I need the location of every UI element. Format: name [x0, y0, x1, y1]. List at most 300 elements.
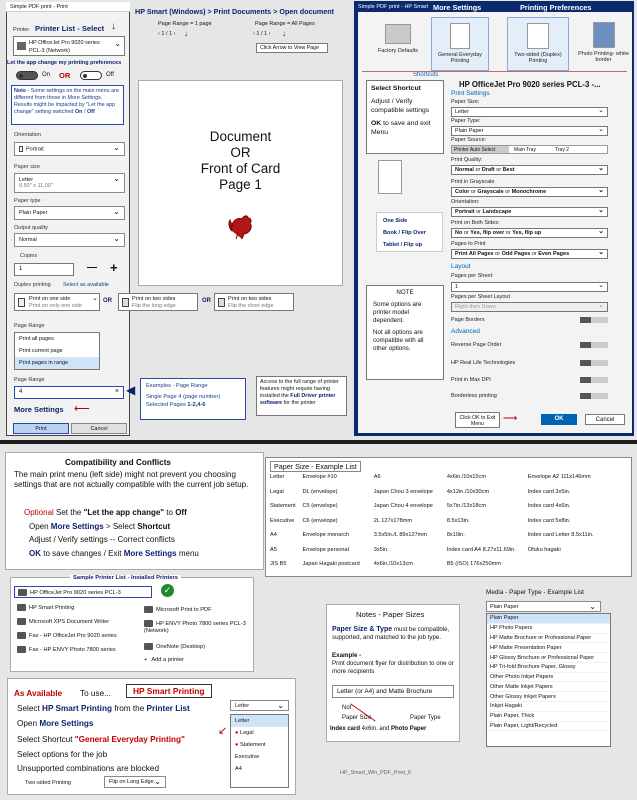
- borderless-toggle[interactable]: [580, 393, 608, 399]
- cancel-button[interactable]: [71, 423, 127, 434]
- grayscale-dropdown[interactable]: [451, 187, 608, 197]
- aa-l1-a: Select: [17, 704, 43, 713]
- rooster-icon: [226, 211, 256, 241]
- click-ok-text: Click OK to Exit Menu: [459, 415, 496, 427]
- app-change-note: Let the app change my printing preferences: [7, 60, 122, 66]
- paper-type-value: Plain Paper: [455, 128, 484, 134]
- orientation-select[interactable]: [14, 142, 125, 156]
- paper-size-table-title: Paper Size - Example List: [270, 461, 361, 472]
- notes-example: [332, 652, 456, 676]
- page-range-label: Page Range: [14, 323, 45, 329]
- dd-option-label: Legal: [239, 730, 254, 736]
- duplex-or-2: OR: [202, 298, 211, 304]
- gs-or: or: [469, 189, 478, 195]
- paper-size-value: Letter: [455, 109, 470, 115]
- copies-plus-button[interactable]: +: [110, 260, 118, 275]
- down-arrow-icon: ↓: [282, 29, 286, 38]
- paper-size-cell: Statement: [270, 503, 296, 509]
- pp-odd: Odd Pages: [501, 251, 531, 257]
- hp-smart-badge: HP Smart Printing: [126, 684, 212, 698]
- gs-monochrome: Monochrome: [511, 189, 547, 195]
- media-title: Media - Paper Type - Example List: [486, 589, 584, 596]
- paper-size-cell: 3x5in.: [373, 546, 389, 553]
- printer-item-label: HP ENVY Photo 7800 series PCL-3 (Network): [144, 621, 246, 634]
- grayscale-label: Print in Grayscale: [451, 179, 495, 185]
- duplex-opt3-a: Print on two sides: [228, 296, 272, 302]
- pq-best: Best: [502, 167, 515, 173]
- note-title: Note: [14, 88, 26, 94]
- media-item[interactable]: Inkjet Hagaki: [487, 702, 610, 712]
- printer-icon: [144, 620, 153, 627]
- real-life-toggle[interactable]: [580, 360, 608, 366]
- click-arrow-box: [256, 43, 328, 53]
- ok-save-text: [371, 119, 439, 137]
- shortcut-two-sided[interactable]: [507, 17, 569, 71]
- note-2: Not all options are compatible with all other options.: [373, 329, 424, 352]
- printer-list-callout: Printer List - Select: [35, 24, 105, 33]
- media-item[interactable]: Other Glossy Inkjet Papers: [487, 692, 610, 702]
- down-arrow-icon: ↓: [184, 29, 188, 38]
- paper-size-cell: [526, 560, 598, 575]
- paper-size-cell: 8.5x13in.: [446, 517, 470, 524]
- page-borders-label: Page Borders: [451, 317, 485, 323]
- paper-size-cell: 4x6in./10x15cm: [446, 474, 486, 480]
- paper-type-select[interactable]: [14, 206, 125, 220]
- aa-line-1: [17, 704, 190, 713]
- orientation-label: Orientation:: [451, 199, 480, 205]
- print-button-label: Print: [35, 426, 47, 432]
- paper-size-value: Letter: [19, 177, 34, 183]
- pp-or: or: [530, 251, 539, 257]
- range-1-page: Page Range = 1 page: [158, 21, 212, 27]
- paper-size-cell: Japan Hagaki postcard: [302, 561, 360, 567]
- paper-type-label: Paper Type:: [451, 118, 481, 124]
- paper-size-label: Paper size: [14, 164, 40, 170]
- left-dialog-title: Simple PDF print - Print: [10, 4, 68, 10]
- printer-select-value-1: HP OfficeJet Pro 9020 series: [29, 40, 100, 46]
- paper-size-cell: A6: [373, 474, 381, 480]
- paper-size-cell: Envelope A2 111x146mm: [527, 474, 591, 480]
- two-sided-select[interactable]: [104, 776, 166, 788]
- preview-line: Document: [209, 129, 272, 144]
- pages-to-print-label: Pages to Print: [451, 241, 486, 247]
- adv-item: Borderless printing: [451, 393, 497, 399]
- examples-title: Examples - Page Range: [146, 383, 208, 389]
- copies-value: 1: [19, 266, 23, 272]
- copies-minus-button[interactable]: —: [87, 262, 97, 273]
- pq-draft: Draft: [481, 167, 495, 173]
- preview-line: Page 1: [219, 177, 262, 192]
- duplex-icon: [527, 23, 549, 49]
- output-quality-select[interactable]: [14, 233, 125, 247]
- blocked-icon: ●: [235, 742, 239, 748]
- printer-item[interactable]: [17, 604, 74, 611]
- advanced-heading: Advanced: [451, 328, 480, 335]
- duplex-diagram-box: [376, 212, 443, 252]
- notes-p1-bold: Paper Size & Type: [332, 626, 393, 633]
- shortcut-photo[interactable]: [576, 17, 631, 71]
- print-settings-heading: Print Settings: [451, 90, 490, 97]
- ok-button[interactable]: [541, 414, 577, 425]
- notes-paper-type: Paper Type: [410, 715, 441, 721]
- clear-icon[interactable]: ×: [114, 388, 119, 395]
- duplex-opt3-b: Flip the short edge: [228, 303, 274, 309]
- paper-size-row: [268, 546, 598, 561]
- notes-p1-text: must be compatible, supported, and matched to the job type.: [332, 626, 450, 641]
- printer-icon: [17, 618, 26, 625]
- shortcuts-tab[interactable]: Shortcuts: [413, 72, 439, 78]
- page-nav-1-value: 1 / 1: [161, 31, 173, 37]
- printer-item-label: Fax - HP ENVY Photo 7800 series: [29, 647, 116, 653]
- duplex-opt1-b: Print on only one side: [29, 303, 82, 309]
- toggle-or: OR: [59, 71, 71, 80]
- page-range-value: 4: [19, 389, 23, 395]
- paper-size-cell: Executive: [270, 517, 295, 524]
- compat-optional: Optional: [24, 508, 54, 517]
- media-item[interactable]: HP Glossy Brochure or Professional Paper: [487, 653, 610, 663]
- pq-normal: Normal: [455, 167, 474, 173]
- bs-flip-over: Yes, flip over: [470, 230, 505, 236]
- adjust-text: Adjust / Verify compatible settings: [371, 98, 430, 114]
- range-all-pages: Page Range = All Pages: [255, 21, 315, 27]
- pages-to-print-dropdown[interactable]: [451, 249, 608, 259]
- media-item[interactable]: Plain Paper: [487, 614, 610, 624]
- full-driver-tail: for the printer: [282, 400, 316, 406]
- pps-layout-dropdown[interactable]: [451, 302, 608, 312]
- header-breadcrumb: HP Smart (Windows) > Print Documents > Open document: [135, 7, 335, 16]
- gs-grayscale: Grayscale: [477, 189, 504, 195]
- page-range-option-selected[interactable]: Print pages in range: [15, 357, 99, 369]
- notes-example-text: Print document flyer for distribution to one or more recipients: [332, 660, 454, 675]
- or-landscape: Landscape: [482, 209, 512, 215]
- printer-select[interactable]: [13, 36, 125, 56]
- one-side-icon: [18, 298, 25, 307]
- aa-l1-b: HP Smart Printing: [42, 704, 112, 713]
- orientation-dropdown[interactable]: [451, 207, 608, 217]
- printer-icon: [18, 589, 27, 596]
- compat-ok-c: More Settings: [123, 549, 177, 558]
- notes-paper-size: Paper Size: [342, 715, 372, 721]
- left-arrow-icon: ↙: [218, 725, 228, 737]
- page-nav-1[interactable]: ‹ 1 / 1 ›: [158, 31, 176, 37]
- duplex-opt2-a: Print on two sides: [132, 296, 176, 302]
- aa-l3-a: Select Shortcut: [17, 735, 75, 744]
- click-ok-box: [455, 412, 500, 428]
- compat-open-line: [29, 522, 170, 531]
- check-icon: ✓: [161, 584, 174, 597]
- compat-adjust-line: Adjust / Verify settings -- Correct conflicts: [29, 535, 175, 544]
- printer-icon: [17, 42, 26, 50]
- notes-p1: [332, 626, 456, 642]
- document-icon: [450, 23, 470, 49]
- paper-size-row: [268, 473, 598, 488]
- paper-size-cell: 8x10in.: [446, 532, 465, 538]
- note-off: Off: [86, 109, 95, 115]
- both-sides-dropdown[interactable]: [451, 228, 608, 238]
- paper-size-cell: Envelope personal: [302, 546, 349, 553]
- paper-size-row: [268, 488, 598, 503]
- page-borders-toggle[interactable]: [580, 317, 608, 323]
- compat-open-c: > Select: [103, 522, 138, 531]
- more-settings-title: More Settings: [433, 3, 482, 12]
- paper-size-cell: Japan Chou 4 envelope: [373, 503, 433, 509]
- copies-input[interactable]: [14, 263, 74, 276]
- cancel-button-label: Cancel: [595, 417, 615, 423]
- bs-flip-up: Yes, flip up: [512, 230, 542, 236]
- paper-size-row: [268, 517, 598, 532]
- media-item[interactable]: Other Matte Inkjet Papers: [487, 682, 610, 692]
- page-range-option[interactable]: Print all pages: [19, 336, 54, 342]
- add-printer-label: Add a printer: [151, 657, 184, 663]
- page-range-list: [14, 332, 100, 370]
- dd-option[interactable]: A4: [235, 766, 242, 772]
- photo-icon: [593, 22, 615, 48]
- pp-even: Even Pages: [538, 251, 570, 257]
- examples-line-1: Single Page 4 (page number): [146, 394, 221, 400]
- paper-size-cell: Letter: [270, 474, 285, 480]
- note-title-right: NOTE: [396, 289, 414, 296]
- page-range-option[interactable]: Print current page: [19, 348, 63, 354]
- paper-size-cell: Index card Letter 8.5x11in.: [527, 532, 594, 538]
- paper-type-label: Paper type: [14, 198, 41, 204]
- paper-size-cell: DL (envelope): [302, 488, 338, 495]
- shortcut-label: Two-sided (Duplex) Printing: [514, 52, 562, 64]
- footer-tag: HP_Smart_Win_PDF_Print_6: [340, 770, 412, 776]
- left-arrow-icon: ⟵: [74, 403, 90, 415]
- printer-item-label: OneNote (Desktop): [156, 644, 205, 650]
- paper-size-cell: Legal: [270, 488, 284, 495]
- printer-select-value-2: PCL-3 (Network): [29, 48, 70, 54]
- examples-line-2: [146, 401, 240, 409]
- preview-line: Front of Card: [200, 161, 281, 176]
- full-driver-note: [256, 376, 347, 416]
- aa-l1-c: from the: [111, 704, 147, 713]
- printer-list-selected-label: HP OfficeJet Pro 9020 series PCL-3: [30, 590, 121, 596]
- pp-or: or: [493, 251, 502, 257]
- duplex-opt1-a: Print on one side: [29, 296, 71, 302]
- print-quality-label: Print Quality:: [451, 157, 483, 163]
- both-sides-label: Print on Both Sides:: [451, 220, 500, 226]
- paper-size-cell: Envelope monarch: [302, 532, 350, 538]
- page-nav-2[interactable]: ‹ 1 / 1 ›: [253, 31, 271, 37]
- printer-item[interactable]: [17, 646, 116, 653]
- dd-option-blocked[interactable]: [231, 727, 288, 739]
- left-arrow-icon: ◀: [126, 383, 136, 397]
- page-range-input[interactable]: [14, 386, 124, 399]
- printer-list-title: Sample Printer List - Installed Printers: [70, 575, 181, 581]
- chevron-down-icon: ⌄: [114, 39, 121, 48]
- compat-optional-line: [24, 508, 187, 517]
- media-item[interactable]: Plain Paper, Light/Recycled: [487, 722, 610, 732]
- aa-l2-b: More Settings: [39, 719, 94, 728]
- pq-or: or: [473, 167, 482, 173]
- two-sided-value: Flip on Long Edge: [109, 779, 154, 785]
- max-dpi-toggle[interactable]: [580, 377, 608, 383]
- notes-last: [330, 726, 426, 732]
- printer-label: Printer: [13, 27, 30, 33]
- compat-set-b: "Let the app change": [83, 508, 165, 517]
- full-driver-bold: Full Driver printer software: [260, 393, 336, 406]
- compat-open-b: More Settings: [50, 522, 104, 531]
- paper-size-cell: 4x6in./10x13cm: [373, 561, 413, 567]
- gs-or: or: [503, 189, 512, 195]
- notes-index-card: Index card: [330, 726, 361, 732]
- paper-dropdown-mini[interactable]: [230, 700, 289, 711]
- notes-photo-paper: Photo Paper: [391, 726, 427, 732]
- paper-dropdown-list: [230, 714, 289, 788]
- compat-open-a: Open: [29, 522, 51, 531]
- printer-item[interactable]: [144, 606, 212, 613]
- paper-type-dropdown[interactable]: [451, 126, 608, 136]
- source-option[interactable]: Main Tray: [514, 147, 536, 153]
- paper-size-cell: Index card 5x8in.: [527, 517, 571, 524]
- pps-layout-value: Right then Down: [455, 304, 496, 310]
- printer-icon: [144, 643, 153, 650]
- paper-size-cell: 4x12in./10x30cm: [446, 488, 490, 495]
- paper-size-sub: 8.50" x 11.00": [19, 183, 53, 189]
- more-settings-link[interactable]: More Settings: [14, 405, 64, 414]
- mini-page-icon: [378, 160, 402, 194]
- notes-example-label: Example -: [332, 652, 362, 659]
- pp-all: Print All Pages: [455, 251, 494, 257]
- output-quality-label: Output quality: [14, 225, 48, 231]
- examples-box: [140, 378, 246, 420]
- or-or: or: [474, 209, 483, 215]
- media-item[interactable]: HP Tri-fold Brochure Paper, Glossy: [487, 663, 610, 673]
- notes-title: Notes - Paper Sizes: [356, 610, 425, 619]
- source-option[interactable]: Tray 2: [555, 147, 569, 153]
- media-item[interactable]: HP Matte Presentation Paper: [487, 643, 610, 653]
- paper-size-dropdown[interactable]: [451, 107, 608, 117]
- add-printer[interactable]: [144, 657, 184, 663]
- compat-title: Compatibility and Conflicts: [65, 458, 171, 467]
- duplex-select-3[interactable]: [214, 293, 294, 311]
- shortcut-general-everyday[interactable]: [431, 17, 489, 71]
- duplex-select-1[interactable]: [14, 293, 100, 311]
- click-arrow-text: Click Arrow to View Page: [260, 45, 320, 51]
- page-range-label-2: Page Range: [14, 377, 45, 383]
- paper-size-cell: 3.5x5in./L 89x127mm: [373, 532, 427, 538]
- notes-not: Not: [342, 705, 352, 711]
- media-select[interactable]: [486, 601, 601, 612]
- toggle-off-label: Off: [106, 72, 114, 78]
- toggle-on-label: On: [42, 72, 51, 78]
- page-preview: [138, 80, 343, 286]
- output-quality-value: Normal: [19, 237, 37, 243]
- or-portrait: Portrait: [455, 209, 475, 215]
- media-item[interactable]: Plain Paper, Thick: [487, 712, 610, 722]
- ok-save-rest: to save and exit Menu: [371, 120, 431, 136]
- printer-item[interactable]: [144, 643, 205, 650]
- dd-value: Letter: [235, 703, 250, 709]
- compat-ok-a: OK: [29, 549, 41, 558]
- printer-icon: [17, 604, 26, 611]
- note-box-right: [366, 285, 444, 380]
- two-side-long-icon: [122, 298, 129, 307]
- dd-option-label: Statement: [239, 742, 266, 748]
- shortcut-label: Photo Printing- white border: [578, 51, 629, 63]
- examples-line-2-label: Selected Pages: [146, 402, 188, 408]
- layout-heading: Layout: [451, 263, 471, 270]
- reverse-order-toggle[interactable]: [580, 342, 608, 348]
- note-sep: /: [82, 109, 87, 115]
- ok-save-bold: OK: [371, 120, 382, 127]
- paper-size-select[interactable]: [14, 173, 125, 193]
- adv-item: Reverse Page Order: [451, 342, 502, 348]
- aa-line-5: Unsupported combinations are blocked: [17, 764, 160, 773]
- note-text: - Some settings on the main menu are different from those in More Settings. Results might be impacted by "Let the app change" setting switched: [14, 88, 119, 115]
- printer-item[interactable]: [17, 632, 117, 639]
- compat-open-d: Shortcut: [137, 522, 171, 531]
- printer-list-selected[interactable]: [14, 586, 152, 598]
- paper-size-cell: Index card 3x5in.: [527, 488, 571, 495]
- note-1: Some options are printer model dependent.: [373, 301, 422, 324]
- portrait-icon: [19, 146, 23, 152]
- printer-icon: [144, 606, 153, 613]
- to-use-label: To use...: [80, 689, 111, 698]
- paper-size-row: [268, 502, 598, 517]
- compat-set-d: Off: [175, 508, 187, 517]
- bs-or: or: [462, 230, 471, 236]
- cancel-button[interactable]: [585, 414, 625, 425]
- paper-size-cell: C6 (envelope): [302, 517, 338, 524]
- pages-per-sheet-value: 1: [455, 284, 459, 290]
- compat-set-a: Set the: [53, 508, 84, 517]
- printer-item[interactable]: [17, 618, 109, 625]
- book-flip-label: Book / Flip Over: [383, 230, 426, 236]
- dd-option[interactable]: Letter: [231, 715, 288, 727]
- media-item[interactable]: HP Matte Brochure or Professional Paper: [487, 634, 610, 644]
- note-box: [11, 85, 124, 125]
- printer-icon: [385, 24, 411, 44]
- right-arrow-icon: ⟶: [503, 413, 518, 424]
- printer-item[interactable]: [144, 620, 252, 635]
- toggle-on[interactable]: [16, 71, 38, 80]
- print-button[interactable]: [13, 423, 69, 434]
- dd-option-blocked[interactable]: [231, 739, 288, 751]
- media-item[interactable]: HP Photo Papers: [487, 624, 610, 634]
- tablet-flip-label: Tablet / Flip up: [383, 242, 423, 248]
- paper-size-cell: A4: [270, 532, 277, 538]
- blocked-icon: ●: [235, 730, 239, 736]
- paper-size-row: [268, 531, 598, 546]
- paper-size-cell: B5 (ISO) 176x250mm: [446, 561, 501, 567]
- media-item[interactable]: Other Photo Inkjet Papers: [487, 673, 610, 683]
- printer-model-name: HP OfficeJet Pro 9020 series PCL-3 -...: [459, 80, 601, 89]
- paper-size-label: Paper Size:: [451, 99, 480, 105]
- aa-l2-a: Open: [17, 719, 40, 728]
- duplex-select-2[interactable]: [118, 293, 198, 311]
- source-option[interactable]: Printer Auto Select: [452, 146, 509, 153]
- dd-option[interactable]: Executive: [235, 754, 260, 760]
- pages-per-sheet-dropdown[interactable]: [451, 282, 608, 292]
- print-quality-dropdown[interactable]: [451, 165, 608, 175]
- shortcut-factory-defaults[interactable]: [368, 18, 428, 70]
- paper-size-row: [268, 560, 598, 575]
- compat-para: The main print menu (left side) might not prevent you choosing settings that are not actually compatible with the current job setup.: [14, 470, 249, 489]
- paper-size-cell: 2L 127x178mm: [373, 517, 413, 524]
- bs-no: No: [455, 230, 463, 236]
- aa-line-2: [17, 719, 93, 728]
- toggle-off[interactable]: [80, 71, 102, 80]
- compat-ok-b: to save changes / Exit: [41, 549, 124, 558]
- down-arrow-icon: ↓: [111, 21, 116, 32]
- paper-type-value: Plain Paper: [19, 210, 48, 216]
- paper-size-cell: 5x7in./13x18cm: [446, 503, 486, 509]
- media-list: [486, 613, 611, 747]
- tab-divider: [362, 71, 627, 72]
- two-sided-label: Two-sided Printing: [25, 780, 72, 786]
